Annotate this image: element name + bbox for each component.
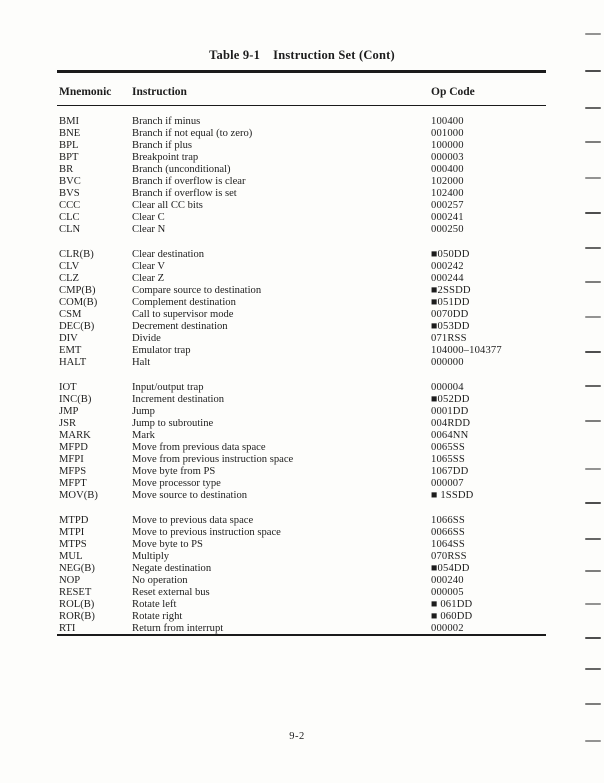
- cell-mnemonic: MOV(B): [59, 490, 98, 501]
- cell-opcode: 100400: [431, 116, 464, 127]
- cell-mnemonic: ROL(B): [59, 599, 95, 610]
- table-top-rule: [57, 70, 546, 73]
- table-caption-label: Table 9-1: [209, 48, 261, 62]
- cell-mnemonic: JSR: [59, 418, 77, 429]
- cell-mnemonic: BPL: [59, 140, 79, 151]
- table-row: [0, 430, 604, 442]
- cell-instruction: Jump: [132, 406, 155, 417]
- column-header-instruction: Instruction: [132, 86, 187, 98]
- margin-tick-mark: [585, 107, 601, 109]
- instruction-group: [0, 249, 604, 369]
- cell-opcode: ■2SSDD: [431, 285, 471, 296]
- cell-mnemonic: HALT: [59, 357, 87, 368]
- cell-instruction: Halt: [132, 357, 151, 368]
- table-row: [0, 261, 604, 273]
- cell-instruction: Move processor type: [132, 478, 221, 489]
- column-header-mnemonic: Mnemonic: [59, 86, 112, 98]
- table-row: [0, 188, 604, 200]
- cell-opcode: 102400: [431, 188, 464, 199]
- cell-opcode: 0070DD: [431, 309, 469, 320]
- cell-opcode: 1066SS: [431, 515, 465, 526]
- cell-mnemonic: BMI: [59, 116, 80, 127]
- margin-tick-mark: [585, 33, 601, 35]
- margin-tick-mark: [585, 212, 601, 214]
- table-row: [0, 382, 604, 394]
- table-row: [0, 394, 604, 406]
- table-row: [0, 478, 604, 490]
- table-row: [0, 140, 604, 152]
- cell-mnemonic: MARK: [59, 430, 91, 441]
- cell-opcode: 071RSS: [431, 333, 467, 344]
- table-caption-title: Instruction Set (Cont): [273, 48, 395, 62]
- cell-mnemonic: INC(B): [59, 394, 92, 405]
- cell-mnemonic: ROR(B): [59, 611, 95, 622]
- table-row: [0, 297, 604, 309]
- cell-opcode: 0065SS: [431, 442, 465, 453]
- cell-mnemonic: IOT: [59, 382, 77, 393]
- margin-tick-mark: [585, 70, 601, 72]
- table-row: [0, 128, 604, 140]
- cell-opcode: ■053DD: [431, 321, 470, 332]
- cell-opcode: 0064NN: [431, 430, 469, 441]
- cell-mnemonic: DEC(B): [59, 321, 95, 332]
- margin-tick-mark: [585, 385, 601, 387]
- cell-instruction: Move from previous instruction space: [132, 454, 294, 465]
- table-row: [0, 515, 604, 527]
- cell-mnemonic: BR: [59, 164, 74, 175]
- cell-instruction: Clear Z: [132, 273, 165, 284]
- cell-instruction: Move byte from PS: [132, 466, 216, 477]
- cell-instruction: Return from interrupt: [132, 623, 224, 634]
- cell-mnemonic: CSM: [59, 309, 82, 320]
- table-body: [0, 116, 604, 648]
- cell-instruction: Input/output trap: [132, 382, 204, 393]
- table-row: [0, 587, 604, 599]
- table-row: [0, 563, 604, 575]
- cell-instruction: Clear N: [132, 224, 166, 235]
- cell-instruction: Branch if overflow is clear: [132, 176, 246, 187]
- table-row: [0, 200, 604, 212]
- table-row: [0, 490, 604, 502]
- table-header-row: [0, 86, 604, 100]
- table-caption: [0, 48, 604, 63]
- cell-opcode: 000250: [431, 224, 464, 235]
- cell-instruction: Clear destination: [132, 249, 205, 260]
- cell-opcode: 1067DD: [431, 466, 469, 477]
- cell-opcode: 1064SS: [431, 539, 465, 550]
- cell-opcode: ■052DD: [431, 394, 470, 405]
- cell-mnemonic: BVS: [59, 188, 80, 199]
- margin-tick-mark: [585, 703, 601, 705]
- column-header-opcode: Op Code: [431, 86, 475, 98]
- cell-mnemonic: CLV: [59, 261, 80, 272]
- margin-tick-mark: [585, 570, 601, 572]
- cell-mnemonic: RTI: [59, 623, 76, 634]
- cell-mnemonic: MFPD: [59, 442, 88, 453]
- cell-mnemonic: MTPD: [59, 515, 89, 526]
- margin-tick-mark: [585, 247, 601, 249]
- instruction-group: [0, 116, 604, 236]
- cell-mnemonic: JMP: [59, 406, 79, 417]
- table-row: [0, 164, 604, 176]
- cell-opcode: 000005: [431, 587, 464, 598]
- cell-opcode: 000257: [431, 200, 464, 211]
- cell-instruction: Move source to destination: [132, 490, 248, 501]
- cell-opcode: 000000: [431, 357, 464, 368]
- cell-instruction: Mark: [132, 430, 155, 441]
- table-row: [0, 418, 604, 430]
- margin-tick-mark: [585, 603, 601, 605]
- table-row: [0, 575, 604, 587]
- margin-tick-mark: [585, 740, 601, 742]
- table-row: [0, 551, 604, 563]
- cell-mnemonic: MUL: [59, 551, 83, 562]
- margin-tick-mark: [585, 468, 601, 470]
- cell-instruction: Emulator trap: [132, 345, 191, 356]
- cell-opcode: 000002: [431, 623, 464, 634]
- table-row: [0, 285, 604, 297]
- cell-mnemonic: CLC: [59, 212, 80, 223]
- cell-opcode: 000400: [431, 164, 464, 175]
- cell-instruction: Branch if minus: [132, 116, 201, 127]
- table-row: [0, 321, 604, 333]
- table-row: [0, 406, 604, 418]
- cell-opcode: 0001DD: [431, 406, 469, 417]
- table-bottom-rule: [57, 634, 546, 636]
- table-header-rule: [57, 105, 546, 106]
- cell-mnemonic: BNE: [59, 128, 81, 139]
- cell-opcode: 004RDD: [431, 418, 471, 429]
- cell-mnemonic: DIV: [59, 333, 78, 344]
- cell-mnemonic: MFPT: [59, 478, 87, 489]
- table-row: [0, 176, 604, 188]
- instruction-group: [0, 382, 604, 502]
- cell-instruction: Increment destination: [132, 394, 225, 405]
- table-row: [0, 539, 604, 551]
- cell-mnemonic: CLZ: [59, 273, 80, 284]
- table-row: [0, 599, 604, 611]
- cell-instruction: Clear C: [132, 212, 165, 223]
- table-row: [0, 454, 604, 466]
- cell-opcode: 001000: [431, 128, 464, 139]
- cell-instruction: Complement destination: [132, 297, 236, 308]
- cell-mnemonic: EMT: [59, 345, 82, 356]
- cell-instruction: Multiply: [132, 551, 170, 562]
- instruction-group: [0, 515, 604, 635]
- table-row: [0, 345, 604, 357]
- cell-instruction: Clear V: [132, 261, 166, 272]
- cell-mnemonic: RESET: [59, 587, 92, 598]
- cell-instruction: Clear all CC bits: [132, 200, 203, 211]
- cell-opcode: 000007: [431, 478, 464, 489]
- cell-instruction: Branch if overflow is set: [132, 188, 237, 199]
- table-row: [0, 527, 604, 539]
- cell-opcode: ■ 060DD: [431, 611, 473, 622]
- cell-instruction: Rotate left: [132, 599, 177, 610]
- table-row: [0, 357, 604, 369]
- cell-mnemonic: NOP: [59, 575, 81, 586]
- cell-mnemonic: BVC: [59, 176, 81, 187]
- cell-mnemonic: MFPS: [59, 466, 87, 477]
- cell-instruction: Rotate right: [132, 611, 183, 622]
- cell-instruction: Branch (unconditional): [132, 164, 231, 175]
- table-row: [0, 152, 604, 164]
- cell-mnemonic: CCC: [59, 200, 81, 211]
- cell-opcode: 000003: [431, 152, 464, 163]
- cell-instruction: Breakpoint trap: [132, 152, 199, 163]
- table-row: [0, 309, 604, 321]
- table-row: [0, 333, 604, 345]
- cell-mnemonic: CLN: [59, 224, 81, 235]
- cell-opcode: 104000–104377: [431, 345, 502, 356]
- cell-opcode: 000242: [431, 261, 464, 272]
- table-row: [0, 442, 604, 454]
- margin-tick-mark: [585, 420, 601, 422]
- cell-opcode: ■ 1SSDD: [431, 490, 474, 501]
- table-row: [0, 466, 604, 478]
- cell-instruction: Divide: [132, 333, 161, 344]
- cell-opcode: 1065SS: [431, 454, 465, 465]
- cell-mnemonic: CMP(B): [59, 285, 96, 296]
- cell-instruction: Jump to subroutine: [132, 418, 214, 429]
- margin-tick-mark: [585, 637, 601, 639]
- table-row: [0, 116, 604, 128]
- cell-instruction: Reset external bus: [132, 587, 210, 598]
- margin-tick-mark: [585, 351, 601, 353]
- page-number: 9-2: [289, 731, 305, 742]
- cell-opcode: ■054DD: [431, 563, 470, 574]
- cell-opcode: 102000: [431, 176, 464, 187]
- cell-instruction: Move from previous data space: [132, 442, 266, 453]
- cell-opcode: ■ 061DD: [431, 599, 473, 610]
- cell-opcode: 000240: [431, 575, 464, 586]
- cell-opcode: 070RSS: [431, 551, 467, 562]
- cell-opcode: ■050DD: [431, 249, 470, 260]
- margin-tick-mark: [585, 281, 601, 283]
- margin-tick-mark: [585, 538, 601, 540]
- cell-instruction: No operation: [132, 575, 188, 586]
- table-row: [0, 273, 604, 285]
- cell-instruction: Branch if not equal (to zero): [132, 128, 253, 139]
- cell-instruction: Move to previous instruction space: [132, 527, 281, 538]
- cell-opcode: 0066SS: [431, 527, 465, 538]
- margin-tick-mark: [585, 141, 601, 143]
- cell-opcode: 000004: [431, 382, 464, 393]
- table-row: [0, 212, 604, 224]
- cell-mnemonic: NEG(B): [59, 563, 95, 574]
- cell-mnemonic: MTPS: [59, 539, 87, 550]
- cell-opcode: ■051DD: [431, 297, 470, 308]
- cell-instruction: Move to previous data space: [132, 515, 254, 526]
- margin-tick-mark: [585, 502, 601, 504]
- cell-opcode: 000244: [431, 273, 464, 284]
- table-row: [0, 611, 604, 623]
- margin-tick-mark: [585, 177, 601, 179]
- cell-mnemonic: MFPI: [59, 454, 84, 465]
- table-row: [0, 249, 604, 261]
- cell-instruction: Branch if plus: [132, 140, 193, 151]
- margin-tick-mark: [585, 668, 601, 670]
- margin-tick-mark: [585, 316, 601, 318]
- cell-mnemonic: MTPI: [59, 527, 85, 538]
- cell-instruction: Negate destination: [132, 563, 212, 574]
- cell-mnemonic: COM(B): [59, 297, 98, 308]
- cell-instruction: Compare source to destination: [132, 285, 262, 296]
- cell-mnemonic: BPT: [59, 152, 79, 163]
- cell-opcode: 000241: [431, 212, 464, 223]
- cell-instruction: Decrement destination: [132, 321, 228, 332]
- cell-instruction: Move byte to PS: [132, 539, 203, 550]
- cell-opcode: 100000: [431, 140, 464, 151]
- cell-instruction: Call to supervisor mode: [132, 309, 234, 320]
- cell-mnemonic: CLR(B): [59, 249, 94, 260]
- table-row: [0, 224, 604, 236]
